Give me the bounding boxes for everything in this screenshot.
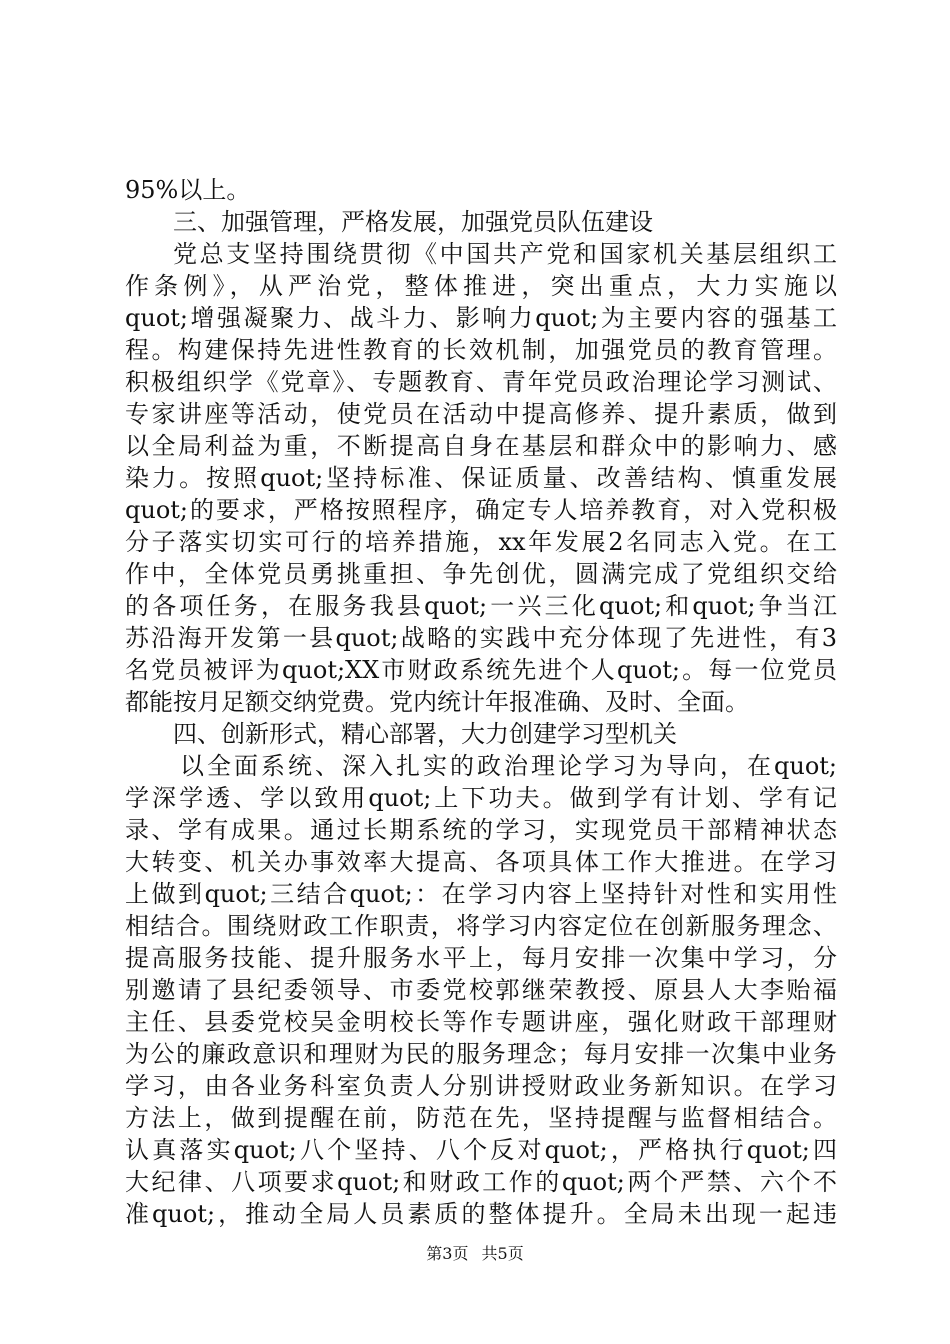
- text-line: 作条例》，从严治党，整体推进，突出重点，大力实施以: [125, 272, 837, 300]
- text-line: 以全局利益为重，不断提高自身在基层和群众中的影响力、感: [125, 432, 837, 460]
- text-line: 学习，由各业务科室负责人分别讲授财政业务新知识。在学习: [125, 1072, 837, 1100]
- text-line: 方法上，做到提醒在前，防范在先，坚持提醒与监督相结合。: [125, 1104, 837, 1132]
- page-total: 共5页: [481, 1244, 524, 1263]
- text-line: 录、学有成果。通过长期系统的学习，实现党员干部精神状态: [125, 816, 837, 844]
- text-line: 的各项任务，在服务我县quot;一兴三化quot;和quot;争当江: [125, 592, 837, 620]
- text-line: quot;增强凝聚力、战斗力、影响力quot;为主要内容的强基工: [125, 304, 837, 332]
- text-line: 学深学透、学以致用quot;上下功夫。做到学有计划、学有记: [125, 784, 837, 812]
- page-footer: [0, 1243, 950, 1265]
- text-line: 分子落实切实可行的培养措施，xx年发展2名同志入党。在工: [125, 528, 837, 556]
- text-line: 大转变、机关办事效率大提高、各项具体工作大推进。在学习: [125, 848, 837, 876]
- text-line: 认真落实quot;八个坚持、八个反对quot;，严格执行quot;四: [125, 1136, 837, 1164]
- text-line: 作中，全体党员勇挑重担、争先创优，圆满完成了党组织交给: [125, 560, 837, 588]
- text-line: 苏沿海开发第一县quot;战略的实践中充分体现了先进性，有3: [125, 624, 837, 652]
- text-line: 为公的廉政意识和理财为民的服务理念；每月安排一次集中业务: [125, 1040, 837, 1068]
- document-body: [125, 174, 837, 1230]
- text-line: 名党员被评为quot;XX市财政系统先进个人quot;。每一位党员: [125, 656, 837, 684]
- text-line: quot;的要求，严格按照程序，确定专人培养教育，对入党积极: [125, 496, 837, 524]
- text-line: 95%以上。: [125, 176, 251, 204]
- text-line: 准quot;，推动全局人员素质的整体提升。全局未出现一起违: [125, 1200, 837, 1228]
- text-line: 专家讲座等活动，使党员在活动中提高修养、提升素质，做到: [125, 400, 837, 428]
- section-heading: 四、创新形式，精心部署，大力创建学习型机关: [173, 720, 677, 748]
- text-line: 上做到quot;三结合quot;：在学习内容上坚持针对性和实用性: [125, 880, 837, 908]
- text-line: 相结合。围绕财政工作职责，将学习内容定位在创新服务理念、: [125, 912, 837, 940]
- text-line: 以全面系统、深入扎实的政治理论学习为导向，在quot;: [180, 752, 837, 780]
- text-line: 都能按月足额交纳党费。党内统计年报准确、及时、全面。: [125, 688, 749, 716]
- section-heading: 三、加强管理，严格发展，加强党员队伍建设: [173, 208, 653, 236]
- text-line: 提高服务技能、提升服务水平上，每月安排一次集中学习，分: [125, 944, 837, 972]
- page-number: 第3页: [426, 1244, 469, 1263]
- text-line: 染力。按照quot;坚持标准、保证质量、改善结构、慎重发展: [125, 464, 837, 492]
- text-line: 大纪律、八项要求quot;和财政工作的quot;两个严禁、六个不: [125, 1168, 837, 1196]
- text-line: 主任、县委党校吴金明校长等作专题讲座，强化财政干部理财: [125, 1008, 837, 1036]
- text-line: 程。构建保持先进性教育的长效机制，加强党员的教育管理。: [125, 336, 837, 364]
- text-line: 别邀请了县纪委领导、市委党校郭继荣教授、原县人大李贻福: [125, 976, 837, 1004]
- text-line: 积极组织学《党章》、专题教育、青年党员政治理论学习测试、: [125, 368, 837, 396]
- text-line: 党总支坚持围绕贯彻《中国共产党和国家机关基层组织工: [173, 240, 837, 268]
